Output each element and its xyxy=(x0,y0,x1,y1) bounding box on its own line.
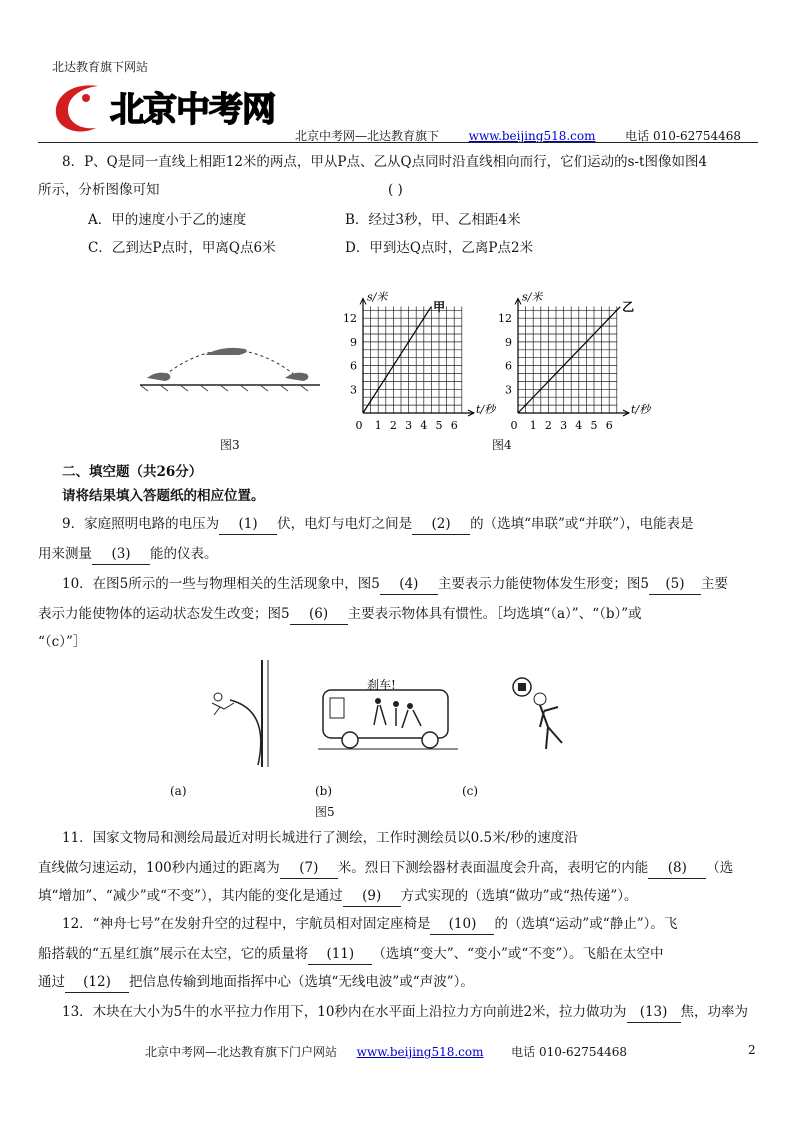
q11-line3 xyxy=(38,886,638,907)
q9-line1 xyxy=(62,514,693,535)
q12-text-e: （选填“变大”、“变小”或“不变”）。飞船在太空中 xyxy=(372,946,664,962)
figure-3-caption: 图3 xyxy=(220,438,240,452)
x-tick-label: 4 xyxy=(420,419,428,432)
q10-line3: “（c）”］ xyxy=(38,634,87,650)
figure-5c-header-soccer xyxy=(510,675,580,755)
x-axis-label: t/秒 xyxy=(475,403,496,416)
q12-text-a: 12．“神舟七号”在发射升空的过程中，宇航员相对固定座椅是 xyxy=(62,916,431,932)
header-site: 北京中考网—北达教育旗下 xyxy=(295,129,440,143)
blank-12: (12) xyxy=(65,972,129,993)
series-label: 乙 xyxy=(622,299,635,314)
q10-line1 xyxy=(62,574,728,595)
q11-text-c: 米。烈日下测绘器材表面温度会升高，表明它的内能 xyxy=(337,860,649,876)
q8-line2: 所示，分析图像可知 xyxy=(38,182,160,198)
blank-9: (9) xyxy=(343,886,401,907)
q12-line2 xyxy=(38,944,663,965)
q12-text-f: 通过 xyxy=(38,974,65,990)
y-tick-label: 6 xyxy=(350,359,357,373)
x-tick-label: 3 xyxy=(560,419,568,432)
x-tick-label: 6 xyxy=(450,419,458,432)
q12-text-c: 的（选填“运动”或“静止”）。飞 xyxy=(494,916,678,932)
org-name: 北达教育旗下网站 xyxy=(52,60,149,74)
section-2-instruction: 请将结果填入答题纸的相应位置。 xyxy=(62,488,265,504)
q11-text-d: （选 xyxy=(706,860,734,876)
figure-5b-label: (b) xyxy=(315,784,333,798)
q10-line2 xyxy=(38,604,642,625)
x-tick-label: 1 xyxy=(529,419,537,432)
q8-line1: 8．P、Q是同一直线上相距12米的两点，甲从P点、乙从Q点同时沿直线相向而行，它们运动的s-t图像如图4 xyxy=(62,154,708,170)
blank-5: (5) xyxy=(649,574,701,595)
figure-5a-label: (a) xyxy=(170,784,187,798)
q10-text-f: 主要表示物体具有惯性。［均选填“（a）”、“（b）”或 xyxy=(347,606,642,622)
y-axis-label: s/米 xyxy=(367,290,388,304)
blank-13: (13) xyxy=(627,1002,681,1023)
blank-8: (8) xyxy=(648,858,706,879)
y-tick-label: 12 xyxy=(498,312,512,326)
y-tick-label: 9 xyxy=(505,335,512,349)
logo-icon xyxy=(50,78,110,138)
x-tick-label: 1 xyxy=(374,419,382,432)
x-tick-label: 0 xyxy=(510,419,518,432)
y-tick-label: 9 xyxy=(350,335,357,349)
q13-text-a: 13．木块在大小为5牛的水平拉力作用下，10秒内在水平面上沿拉力方向前进2米，拉力做功为 xyxy=(62,1004,627,1020)
q11-line2 xyxy=(38,858,733,879)
blank-4: (4) xyxy=(380,574,438,595)
q10-text-a: 10．在图5所示的一些与物理相关的生活现象中，图5 xyxy=(62,576,380,592)
q8-option-b: B．经过3秒，甲、乙相距4米 xyxy=(345,212,521,228)
y-tick-label: 3 xyxy=(505,383,512,397)
q9-line2 xyxy=(38,544,218,565)
figure-4-chart-jia xyxy=(335,285,496,440)
x-axis-label: t/秒 xyxy=(630,403,651,416)
figure-3-jump xyxy=(135,330,325,395)
q10-text-c: 主要表示力能使物体发生形变；图5 xyxy=(437,576,649,592)
figure-4-chart-yi xyxy=(490,285,660,440)
section-2-title: 二、填空题（共26分） xyxy=(62,464,203,480)
q11-text-f: 方式实现的（选填“做功”或“热传递”）。 xyxy=(400,888,638,904)
blank-6: (6) xyxy=(290,604,348,625)
footer-phone: 电话 010-62754468 xyxy=(511,1045,628,1059)
page-number: 2 xyxy=(748,1043,756,1057)
q8-option-d: D．甲到达Q点时，乙离P点2米 xyxy=(345,240,534,256)
q11-text-e: 填“增加”、“减少”或“不变”），其内能的变化是通过 xyxy=(38,888,343,904)
x-tick-label: 6 xyxy=(605,419,613,432)
x-tick-label: 3 xyxy=(405,419,413,432)
y-tick-label: 6 xyxy=(505,359,512,373)
figure-5c-label: (c) xyxy=(462,784,479,798)
blank-10: (10) xyxy=(430,914,494,935)
brake-label: 刹车! xyxy=(367,678,396,692)
q10-text-d: 主要 xyxy=(700,576,728,592)
footer-url-link[interactable]: www.beijing518.com xyxy=(356,1045,484,1059)
x-tick-label: 2 xyxy=(389,419,397,432)
q8-option-c: C．乙到达P点时，甲离Q点6米 xyxy=(88,240,276,256)
q12-line1 xyxy=(62,914,677,935)
q13-text-c: 焦，功率为 xyxy=(680,1004,749,1020)
q9-text-c: 伏，电灯与电灯之间是 xyxy=(277,516,413,532)
q9-text-a: 9．家庭照明电路的电压为 xyxy=(62,516,220,532)
x-tick-label: 4 xyxy=(575,419,583,432)
q12-text-d: 船搭载的“五星红旗”展示在太空，它的质量将 xyxy=(38,946,309,962)
y-tick-label: 3 xyxy=(350,383,357,397)
q9-text-f: 能的仪表。 xyxy=(150,546,218,562)
q9-text-e: 用来测量 xyxy=(38,546,92,562)
y-axis-label: s/米 xyxy=(522,290,543,304)
q11-line1: 11．国家文物局和测绘局最近对明长城进行了测绘，工作时测绘员以0.5米/秒的速度沿 xyxy=(62,830,578,846)
x-tick-label: 0 xyxy=(355,419,363,432)
x-tick-label: 5 xyxy=(590,419,598,432)
header-phone: 电话 010-62754468 xyxy=(625,129,742,143)
y-tick-label: 12 xyxy=(343,312,357,326)
q10-text-e: 表示力能使物体的运动状态发生改变；图5 xyxy=(38,606,290,622)
blank-11: (11) xyxy=(308,944,372,965)
q9-text-d: 的（选填“串联”或“并联”），电能表是 xyxy=(470,516,694,532)
q8-paren: ( ) xyxy=(388,182,403,198)
series-label: 甲 xyxy=(433,299,446,314)
q13-line1 xyxy=(62,1002,748,1023)
figure-5-caption: 图5 xyxy=(315,805,335,819)
footer xyxy=(145,1043,627,1060)
header-url-link[interactable]: www.beijing518.com xyxy=(468,129,596,143)
x-tick-label: 5 xyxy=(435,419,443,432)
figure-5a-pole-vault xyxy=(200,655,290,775)
blank-3: (3) xyxy=(92,544,150,565)
q12-text-g: 把信息传输到地面指挥中心（选填“无线电波”或“声波”）。 xyxy=(129,974,474,990)
blank-2: (2) xyxy=(412,514,470,535)
blank-1: (1) xyxy=(219,514,277,535)
x-tick-label: 2 xyxy=(544,419,552,432)
q11-text-a: 直线做匀速运动，100秒内通过的距离为 xyxy=(38,860,280,876)
q12-line3 xyxy=(38,972,474,993)
logo-text: 北京中考网 xyxy=(110,90,275,130)
q8-option-a: A．甲的速度小于乙的速度 xyxy=(88,212,247,228)
blank-7: (7) xyxy=(280,858,338,879)
figure-4-caption: 图4 xyxy=(492,438,512,452)
header-divider xyxy=(38,142,758,143)
footer-site: 北京中考网—北达教育旗下门户网站 xyxy=(145,1045,338,1059)
